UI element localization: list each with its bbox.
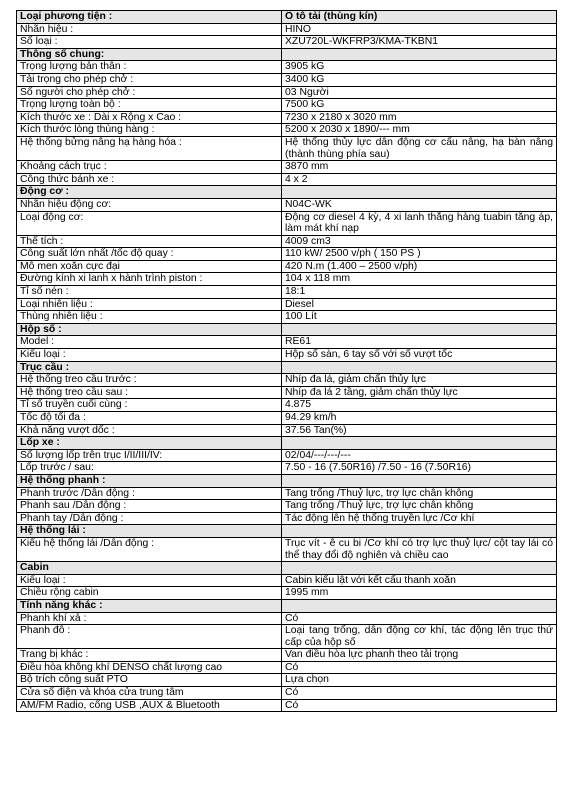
spec-row xyxy=(17,211,557,235)
spec-value: HINO xyxy=(282,23,557,36)
spec-label: Số người cho phép chở : xyxy=(17,86,282,99)
spec-label: Công thức bánh xe : xyxy=(17,173,282,186)
vehicle-type-row xyxy=(17,11,557,24)
spec-value: Diesel xyxy=(282,298,557,311)
spec-value: Có xyxy=(282,699,557,712)
spec-value: N04C-WK xyxy=(282,198,557,211)
spec-label: Kiểu loại : xyxy=(17,349,282,362)
spec-row xyxy=(17,537,557,561)
spec-value: Nhíp đa lá, giảm chấn thủy lực xyxy=(282,374,557,387)
section-header-row xyxy=(17,474,557,487)
spec-value: Hệ thống thủy lực dẫn động cơ cấu nâng, hạ bàn nâng (thành thùng phía sau) xyxy=(282,136,557,160)
spec-value: 02/04/---/---/--- xyxy=(282,449,557,462)
spec-label: Hệ thống lái : xyxy=(17,525,282,538)
spec-value: 7.50 - 16 (7.50R16) /7.50 - 16 (7.50R16) xyxy=(282,462,557,475)
section-header-row xyxy=(17,186,557,199)
spec-row xyxy=(17,298,557,311)
spec-row xyxy=(17,424,557,437)
spec-label: Loại nhiên liệu : xyxy=(17,298,282,311)
spec-label: Số lượng lốp trên trục I/II/III/IV: xyxy=(17,449,282,462)
spec-table-body xyxy=(17,11,557,712)
spec-value: 3400 kG xyxy=(282,73,557,86)
spec-label: Chiều rộng cabin xyxy=(17,587,282,600)
spec-row xyxy=(17,674,557,687)
spec-value: 3905 kG xyxy=(282,61,557,74)
spec-value: 18:1 xyxy=(282,286,557,299)
spec-row xyxy=(17,173,557,186)
spec-label: Hộp số : xyxy=(17,323,282,336)
section-header-row xyxy=(17,361,557,374)
spec-value: 03 Người xyxy=(282,86,557,99)
spec-row xyxy=(17,260,557,273)
spec-row xyxy=(17,23,557,36)
spec-label: Lốp xe : xyxy=(17,437,282,450)
spec-row xyxy=(17,311,557,324)
spec-label: Tốc độ tối đa : xyxy=(17,412,282,425)
spec-row xyxy=(17,500,557,513)
spec-value: XZU720L-WKFRP3/KMA-TKBN1 xyxy=(282,36,557,49)
spec-value: Lựa chọn xyxy=(282,674,557,687)
section-blank-cell xyxy=(282,48,557,61)
spec-row xyxy=(17,687,557,700)
spec-value: 37.56 Tan(%) xyxy=(282,424,557,437)
spec-label: Tỉ số truyền cuối cùng : xyxy=(17,399,282,412)
spec-label: Cửa sổ điện và khóa cửa trung tâm xyxy=(17,687,282,700)
spec-value: 110 kW/ 2500 v/ph ( 150 PS ) xyxy=(282,248,557,261)
spec-label: Đường kính xi lanh x hành trình piston : xyxy=(17,273,282,286)
spec-label: Khoảng cách trục : xyxy=(17,161,282,174)
spec-row xyxy=(17,349,557,362)
spec-value: 3870 mm xyxy=(282,161,557,174)
spec-label: Loại động cơ: xyxy=(17,211,282,235)
spec-sheet xyxy=(16,10,556,712)
spec-row xyxy=(17,399,557,412)
spec-label: Nhãn hiệu : xyxy=(17,23,282,36)
section-blank-cell xyxy=(282,474,557,487)
spec-label: Phanh tay /Dẫn động : xyxy=(17,512,282,525)
spec-label: Kích thước xe : Dài x Rộng x Cao : xyxy=(17,111,282,124)
spec-row xyxy=(17,574,557,587)
spec-row xyxy=(17,273,557,286)
spec-row xyxy=(17,649,557,662)
spec-label: Điều hòa không khí DENSO chất lượng cao xyxy=(17,661,282,674)
spec-value: 1995 mm xyxy=(282,587,557,600)
spec-row xyxy=(17,587,557,600)
section-blank-cell xyxy=(282,562,557,575)
spec-value: 4.875 xyxy=(282,399,557,412)
spec-value: RE61 xyxy=(282,336,557,349)
spec-label: Cabin xyxy=(17,562,282,575)
spec-row xyxy=(17,449,557,462)
spec-row xyxy=(17,286,557,299)
spec-row xyxy=(17,248,557,261)
spec-row xyxy=(17,412,557,425)
spec-row xyxy=(17,36,557,49)
spec-value: 420 N.m (1.400 – 2500 v/ph) xyxy=(282,260,557,273)
spec-row xyxy=(17,386,557,399)
spec-label: Hệ thống treo cầu trước : xyxy=(17,374,282,387)
spec-label: Hệ thống bửng nâng hạ hàng hóa : xyxy=(17,136,282,160)
spec-value: Có xyxy=(282,687,557,700)
spec-value: 4 x 2 xyxy=(282,173,557,186)
spec-row xyxy=(17,124,557,137)
spec-row xyxy=(17,111,557,124)
spec-label: Thông số chung: xyxy=(17,48,282,61)
spec-label: Trọng lượng toàn bộ : xyxy=(17,99,282,112)
spec-value: Tang trống /Thuỷ lực, trợ lực chân không xyxy=(282,487,557,500)
spec-label: Tính năng khác : xyxy=(17,599,282,612)
spec-row xyxy=(17,235,557,248)
vehicle-type-label: Loại phương tiện : xyxy=(17,11,282,24)
spec-row xyxy=(17,86,557,99)
spec-row xyxy=(17,73,557,86)
spec-label: AM/FM Radio, cổng USB ,AUX & Bluetooth xyxy=(17,699,282,712)
spec-value: Loại tang trống, dẫn động cơ khí, tác động lên trục thứ cấp của hộp số xyxy=(282,625,557,649)
spec-value: Tác động lên hệ thống truyền lực /Cơ khí xyxy=(282,512,557,525)
spec-row xyxy=(17,661,557,674)
section-header-row xyxy=(17,323,557,336)
spec-label: Model : xyxy=(17,336,282,349)
spec-label: Tỉ số nén : xyxy=(17,286,282,299)
spec-label: Thể tích : xyxy=(17,235,282,248)
section-header-row xyxy=(17,48,557,61)
spec-value: Có xyxy=(282,661,557,674)
spec-value: Cabin kiểu lật với kết cấu thanh xoắn xyxy=(282,574,557,587)
spec-label: Mô men xoắn cực đại xyxy=(17,260,282,273)
spec-row xyxy=(17,462,557,475)
spec-label: Trọng lượng bản thân : xyxy=(17,61,282,74)
spec-label: Trục cầu : xyxy=(17,361,282,374)
section-blank-cell xyxy=(282,525,557,538)
spec-label: Phanh khí xả : xyxy=(17,612,282,625)
spec-label: Công suất lớn nhất /tốc độ quay : xyxy=(17,248,282,261)
section-blank-cell xyxy=(282,323,557,336)
spec-label: Thùng nhiên liệu : xyxy=(17,311,282,324)
spec-row xyxy=(17,99,557,112)
spec-value: 100 Lít xyxy=(282,311,557,324)
spec-label: Phanh trước /Dẫn động : xyxy=(17,487,282,500)
spec-value: 104 x 118 mm xyxy=(282,273,557,286)
section-header-row xyxy=(17,562,557,575)
spec-value: Nhíp đa lá 2 tầng, giảm chấn thủy lực xyxy=(282,386,557,399)
section-blank-cell xyxy=(282,186,557,199)
section-header-row xyxy=(17,599,557,612)
spec-value: Van điều hòa lực phanh theo tải trọng xyxy=(282,649,557,662)
spec-row xyxy=(17,374,557,387)
spec-label: Kiểu hệ thống lái /Dẫn động : xyxy=(17,537,282,561)
spec-row xyxy=(17,161,557,174)
spec-row xyxy=(17,61,557,74)
spec-label: Bộ trích công suất PTO xyxy=(17,674,282,687)
spec-row xyxy=(17,699,557,712)
spec-row xyxy=(17,198,557,211)
spec-label: Lốp trước / sau: xyxy=(17,462,282,475)
spec-label: Phanh đỗ : xyxy=(17,625,282,649)
section-blank-cell xyxy=(282,437,557,450)
spec-value: 4009 cm3 xyxy=(282,235,557,248)
spec-row xyxy=(17,612,557,625)
spec-value: 5200 x 2030 x 1890/--- mm xyxy=(282,124,557,137)
spec-value: 7500 kG xyxy=(282,99,557,112)
spec-row xyxy=(17,625,557,649)
section-header-row xyxy=(17,437,557,450)
spec-row xyxy=(17,336,557,349)
spec-value: Tang trống /Thuỷ lực, trợ lực chân không xyxy=(282,500,557,513)
spec-label: Nhãn hiệu động cơ: xyxy=(17,198,282,211)
spec-row xyxy=(17,487,557,500)
spec-row xyxy=(17,512,557,525)
spec-label: Trang bị khác : xyxy=(17,649,282,662)
spec-label: Khả năng vượt dốc : xyxy=(17,424,282,437)
section-blank-cell xyxy=(282,361,557,374)
spec-label: Hệ thống treo cầu sau : xyxy=(17,386,282,399)
vehicle-type-value: Ô tô tải (thùng kín) xyxy=(282,11,557,24)
spec-table xyxy=(16,10,557,712)
spec-label: Hệ thống phanh : xyxy=(17,474,282,487)
spec-value: 7230 x 2180 x 3020 mm xyxy=(282,111,557,124)
spec-label: Phanh sau /Dẫn động : xyxy=(17,500,282,513)
spec-value: Hộp số sàn, 6 tay số với số vượt tốc xyxy=(282,349,557,362)
section-header-row xyxy=(17,525,557,538)
spec-label: Tải trọng cho phép chở : xyxy=(17,73,282,86)
spec-row xyxy=(17,136,557,160)
spec-label: Kích thước lòng thùng hàng : xyxy=(17,124,282,137)
spec-label: Số loại : xyxy=(17,36,282,49)
spec-value: Động cơ diesel 4 kỳ, 4 xi lanh thẳng hàng tuabin tăng áp, làm mát khí nạp xyxy=(282,211,557,235)
spec-label: Kiểu loại : xyxy=(17,574,282,587)
spec-label: Động cơ : xyxy=(17,186,282,199)
section-blank-cell xyxy=(282,599,557,612)
spec-value: 94.29 km/h xyxy=(282,412,557,425)
spec-value: Trục vít - ê cu bi /Cơ khí có trợ lực thuỷ lực/ cột tay lái có thể thay đổi độ nghiên và chiều cao xyxy=(282,537,557,561)
spec-value: Có xyxy=(282,612,557,625)
